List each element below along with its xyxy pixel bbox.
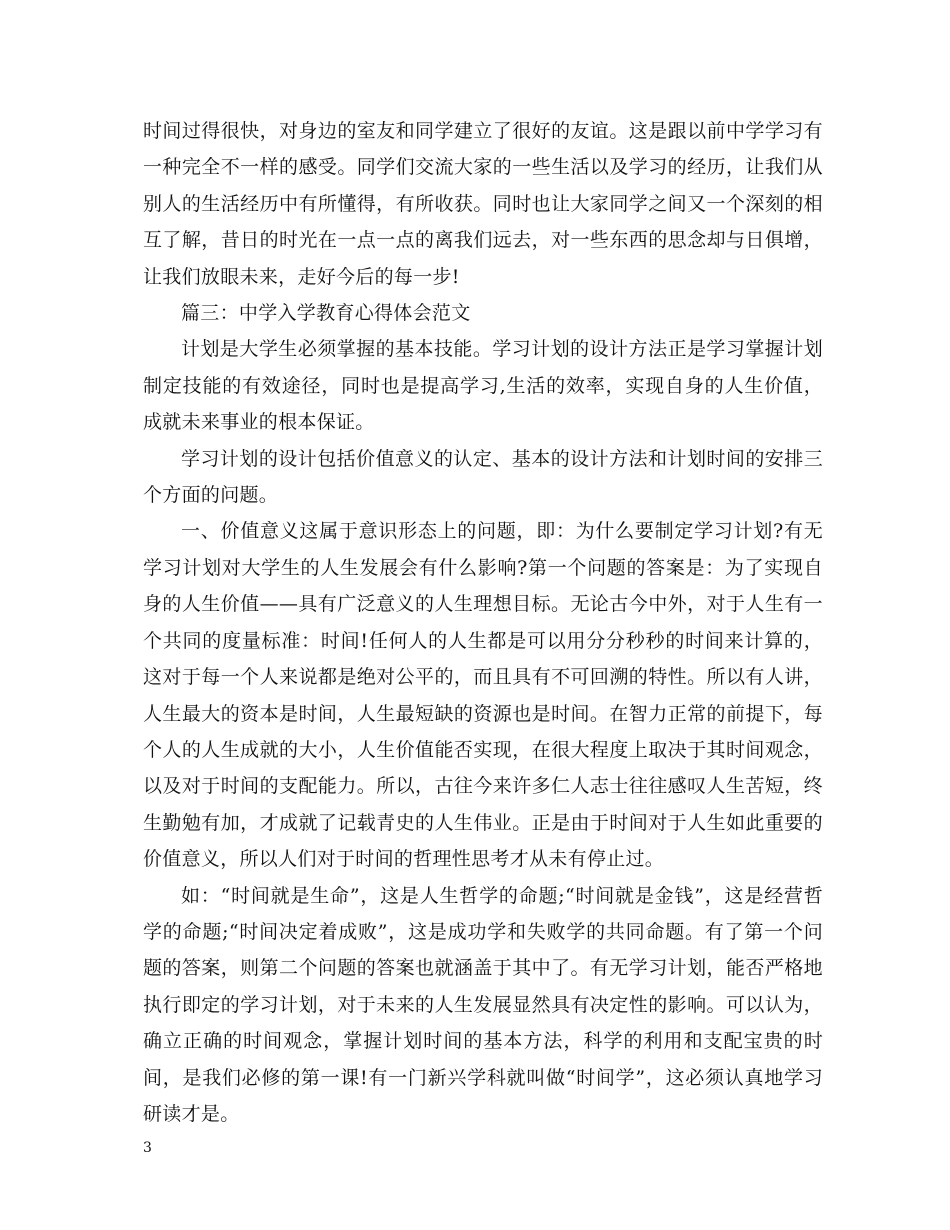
paragraph-1: 时间过得很快，对身边的室友和同学建立了很好的友谊。这是跟以前中学学习有一种完全不一样的感受。同学们交流大家的一些生活以及学习的经历，让我们从别人的生活经历中有所懂得，有所收获。同时也让大家同学之间又一个深刻的相互了解，昔日的时光在一点一点的离我们远去，对一些东西的思念却与日俱增，让我们放眼未来，走好今后的每一步! — [143, 120, 823, 288]
section-heading: 篇三：中学入学教育心得体会范文 — [181, 302, 471, 325]
page-number: 3 — [143, 1140, 152, 1156]
paragraph-4: 一、价值意义这属于意识形态上的问题，即：为什么要制定学习计划?有无学习计划对大学生的人生发展会有什么影响?第一个问题的答案是：为了实现自身的人生价值——具有广泛意义的人生理想目标。无论古今中外，对于人生有一个共同的度量标准：时间!任何人的人生都是可以用分分秒秒的时间来计算的，这对于每一个人来说都是绝对公平的，而且具有不可回溯的特性。所以有人讲，人生最大的资本是时间，人生最短缺的资源也是时间。在智力正常的前提下，每个人的人生成就的大小，人生价值能否实现，在很大程度上取决于其时间观念，以及对于时间的支配能力。所以，古往今来许多仁人志士往往感叹人生苦短，终生勤勉有加，才成就了记载青史的人生伟业。正是由于时间对于人生如此重要的价值意义，所以人们对于时间的哲理性思考才从未有停止过。 — [143, 520, 823, 871]
paragraph-2: 计划是大学生必须掌握的基本技能。学习计划的设计方法正是学习掌握计划制定技能的有效途径，同时也是提高学习,生活的效率，实现自身的人生价值，成就未来事业的根本保证。 — [143, 338, 823, 434]
paragraph-5: 如：“时间就是生命”，这是人生哲学的命题;“时间就是金钱”，这是经营哲学的命题;“时间决定着成败”，这是成功学和失败学的共同命题。有了第一个问题的答案，则第二个问题的答案也就涵盖于其中了。有无学习计划，能否严格地执行即定的学习计划，对于未来的人生发展显然具有决定性的影响。可以认为，确立正确的时间观念，掌握计划时间的基本方法，科学的利用和支配宝贵的时间，是我们必修的第一课!有一门新兴学科就叫做“时间学”，这必须认真地学习研读才是。 — [143, 884, 823, 1125]
document-body — [143, 113, 823, 1132]
paragraph-3: 学习计划的设计包括价值意义的认定、基本的设计方法和计划时间的安排三个方面的问题。 — [143, 447, 823, 507]
